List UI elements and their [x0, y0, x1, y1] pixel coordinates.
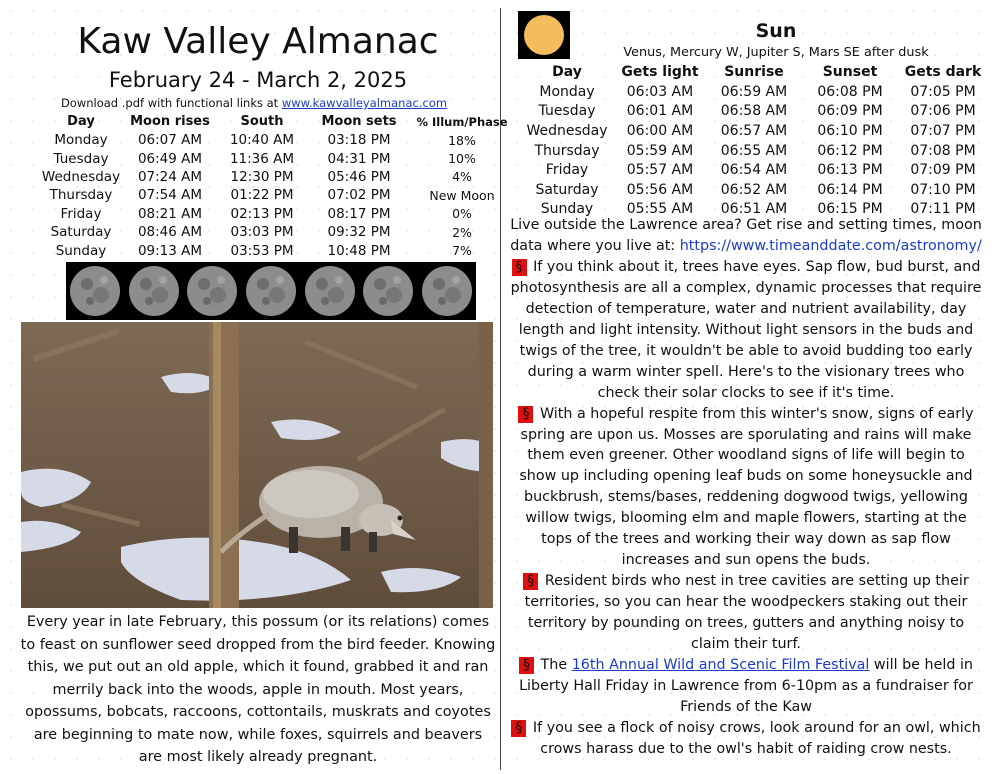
- website-link[interactable]: www.kawvalleyalmanac.com: [281, 96, 448, 110]
- table-cell: Monday: [539, 83, 595, 100]
- paragraph-trees: [508, 257, 984, 404]
- sun-icon: [518, 11, 570, 59]
- table-cell: 06:52 AM: [720, 181, 788, 198]
- table-cell: 06:58 AM: [720, 103, 788, 120]
- table-cell: Thursday: [534, 142, 600, 159]
- table-cell: Sunday: [55, 242, 107, 259]
- table-cell: 02:13 PM: [230, 205, 294, 222]
- table-cell: 12:30 PM: [230, 168, 294, 185]
- table-cell: 06:00 AM: [626, 122, 694, 139]
- moon-phase-image: [417, 262, 476, 320]
- film-festival-link[interactable]: 16th Annual Wild and Scenic Film Festival: [571, 657, 870, 674]
- table-cell: 08:46 AM: [137, 224, 203, 241]
- table-row: [40, 186, 512, 204]
- lawrence-text: Live outside the Lawrence area? Get rise and setting times, moon data where you live at:: [510, 217, 982, 254]
- table-cell: 11:36 AM: [229, 150, 295, 167]
- sun-header-day: Day: [552, 64, 582, 80]
- table-cell: 06:14 PM: [817, 181, 883, 198]
- download-note: [0, 95, 508, 111]
- moon-phase-image: [183, 262, 242, 320]
- table-cell: 06:13 PM: [817, 162, 883, 179]
- paragraph-text: Resident birds who nest in tree cavities are setting up their territories, so you can hear the woodpeckers staking out their territory by pounding on trees, gutters and anything noisy to claim their turf.: [524, 573, 969, 653]
- moon-phase-image: [300, 262, 359, 320]
- table-cell: 06:03 AM: [626, 83, 694, 100]
- table-cell: 06:57 AM: [720, 122, 788, 139]
- table-cell: 06:55 AM: [720, 142, 788, 159]
- table-cell: Saturday: [535, 181, 599, 198]
- section-marker: §: [519, 657, 534, 674]
- table-row: [40, 168, 512, 186]
- moon-header-illum: % Illum/Phase: [416, 114, 508, 129]
- table-cell: 05:57 AM: [626, 162, 694, 179]
- table-cell: 06:15 PM: [817, 201, 883, 218]
- table-cell: 05:46 PM: [327, 168, 391, 185]
- table-cell: 07:09 PM: [910, 162, 976, 179]
- table-row: [40, 223, 512, 241]
- moon-phase-image: [66, 262, 125, 320]
- table-row: [524, 180, 984, 200]
- section-marker: §: [523, 573, 538, 590]
- table-cell: Friday: [60, 205, 102, 222]
- table-cell: 01:22 PM: [230, 187, 294, 204]
- table-cell: 2%: [452, 224, 472, 240]
- table-cell: 07:10 PM: [910, 181, 976, 198]
- paragraph-text: The: [540, 657, 572, 674]
- table-cell: Friday: [545, 162, 589, 179]
- table-cell: 09:13 AM: [137, 242, 203, 259]
- article-body: [508, 215, 984, 760]
- table-row: [524, 102, 984, 122]
- section-marker: §: [512, 259, 527, 276]
- table-cell: 08:21 AM: [137, 205, 203, 222]
- table-cell: Wednesday: [526, 122, 608, 139]
- table-cell: 04:31 PM: [327, 150, 391, 167]
- table-cell: 07:54 AM: [137, 187, 203, 204]
- table-cell: 06:07 AM: [137, 132, 203, 149]
- section-marker: §: [511, 720, 526, 737]
- sun-header-gets-dark: Gets dark: [904, 64, 982, 80]
- moon-phase-strip: [66, 262, 476, 320]
- table-cell: 7%: [452, 243, 472, 259]
- table-cell: 06:54 AM: [720, 162, 788, 179]
- moon-table: [40, 112, 512, 260]
- table-row: [524, 160, 984, 180]
- table-cell: 09:32 PM: [327, 224, 391, 241]
- table-cell: 06:01 AM: [626, 103, 694, 120]
- table-row: [524, 82, 984, 102]
- table-row: [40, 205, 512, 223]
- moon-phase-image: [242, 262, 301, 320]
- table-cell: Tuesday: [53, 150, 109, 167]
- table-row: [524, 141, 984, 161]
- paragraph-festival: [508, 655, 984, 718]
- timeanddate-link[interactable]: https://www.timeanddate.com/astronomy/: [679, 237, 982, 254]
- moon-phase-image: [125, 262, 184, 320]
- table-cell: Wednesday: [41, 168, 121, 185]
- photo-caption: Every year in late February, this possum (or its relations) comes to feast on sunflower seed dropped from the bird feeder. Knowing this, we put out an old apple, which it found, grabbed it and ran merrily back into the woods, apple in mouth. Most years, opossums, bobcats, raccoons, cottontails, muskrats and coyotes are beginning to mate now, while foxes, squirrels and beavers are most likely already pregnant.: [20, 614, 496, 765]
- planets-note: Venus, Mercury W, Jupiter S, Mars SE after dusk: [623, 45, 929, 60]
- section-marker: §: [518, 406, 533, 423]
- table-cell: 06:49 AM: [137, 150, 203, 167]
- table-cell: Tuesday: [538, 103, 596, 120]
- paragraph-crows: [508, 718, 984, 760]
- moon-table-header: [40, 112, 512, 131]
- table-cell: 05:55 AM: [626, 201, 694, 218]
- table-cell: 03:53 PM: [230, 242, 294, 259]
- paragraph-text: If you think about it, trees have eyes. Sap flow, bud burst, and photosynthesis are all a complex, dynamic processes that require detection of temperature, water and nutrient availability, day length and light intensity. Without light sensors in the buds and twigs of the tree, it wouldn't be able to avoid budding too early during a warm winter spell. Here's to the visionary trees who check their solar clocks to see if it's time.: [510, 258, 982, 401]
- table-cell: 07:08 PM: [910, 142, 976, 159]
- paragraph-text: If you see a flock of noisy crows, look around for an owl, which crows harass due to the owl's habit of raiding crow nests.: [532, 719, 981, 757]
- table-cell: 03:03 PM: [230, 224, 294, 241]
- possum-photo: [21, 322, 493, 608]
- download-text: Download .pdf with functional links at: [60, 96, 282, 110]
- sun-table: [524, 62, 984, 219]
- table-cell: 07:05 PM: [910, 83, 976, 100]
- table-cell: 07:06 PM: [910, 103, 976, 120]
- table-cell: 10%: [448, 151, 476, 167]
- table-cell: 10:48 PM: [327, 242, 391, 259]
- table-cell: New Moon: [429, 187, 495, 203]
- table-row: [40, 131, 512, 149]
- table-row: [40, 149, 512, 167]
- table-cell: 07:24 AM: [137, 168, 203, 185]
- moon-header-south: South: [240, 114, 284, 129]
- table-cell: 06:51 AM: [720, 201, 788, 218]
- table-cell: 08:17 PM: [327, 205, 391, 222]
- table-row: [524, 121, 984, 141]
- page-title: Kaw Valley Almanac: [77, 21, 439, 62]
- table-row: [40, 241, 512, 259]
- table-cell: 03:18 PM: [327, 132, 391, 149]
- table-cell: 07:11 PM: [910, 201, 976, 218]
- table-cell: 07:07 PM: [910, 122, 976, 139]
- table-cell: 06:12 PM: [817, 142, 883, 159]
- paragraph-spring: [508, 404, 984, 572]
- table-cell: 06:08 PM: [817, 83, 883, 100]
- table-cell: Saturday: [50, 224, 112, 241]
- table-cell: 4%: [452, 169, 472, 185]
- table-cell: 06:09 PM: [817, 103, 883, 120]
- table-cell: 07:02 PM: [327, 187, 391, 204]
- sun-header-sunrise: Sunrise: [724, 64, 784, 80]
- paragraph-birds: [508, 571, 984, 655]
- date-range: February 24 - March 2, 2025: [108, 68, 408, 92]
- moon-header-rises: Moon rises: [130, 114, 210, 129]
- paragraph-text: With a hopeful respite from this winter's snow, signs of early spring are upon us. Mosses are sporulating and rains will make them even greener. Other woodland signs of life will begin to show up including opening leaf buds on some honeysuckle and buckbrush, stems/bases, reddening dogwood twigs, yellowing willow twigs, blooming elm and maple flowers, starting at the tops of the trees and working their way down as sap flow increases and sun opens the buds.: [519, 405, 974, 569]
- table-cell: 06:59 AM: [720, 83, 788, 100]
- table-cell: Monday: [54, 132, 108, 149]
- moon-header-day: Day: [67, 114, 95, 129]
- table-cell: 05:59 AM: [626, 142, 694, 159]
- table-cell: 10:40 AM: [229, 132, 295, 149]
- table-cell: 06:10 PM: [817, 122, 883, 139]
- table-cell: Sunday: [540, 201, 594, 218]
- table-cell: 05:56 AM: [626, 181, 694, 198]
- table-cell: Thursday: [49, 187, 113, 204]
- sun-header-gets-light: Gets light: [621, 64, 699, 80]
- moon-phase-image: [359, 262, 418, 320]
- lawrence-note: [508, 215, 984, 257]
- paragraph-text: will be held in Liberty Hall Friday in Lawrence from 6-10pm as a fundraiser for Friends of the Kaw: [519, 657, 973, 715]
- sun-header-sunset: Sunset: [822, 64, 878, 80]
- moon-header-sets: Moon sets: [321, 114, 397, 129]
- sun-title: Sun: [755, 20, 797, 42]
- table-cell: 0%: [452, 206, 472, 222]
- table-cell: 18%: [448, 132, 476, 148]
- sun-table-header: [524, 62, 984, 82]
